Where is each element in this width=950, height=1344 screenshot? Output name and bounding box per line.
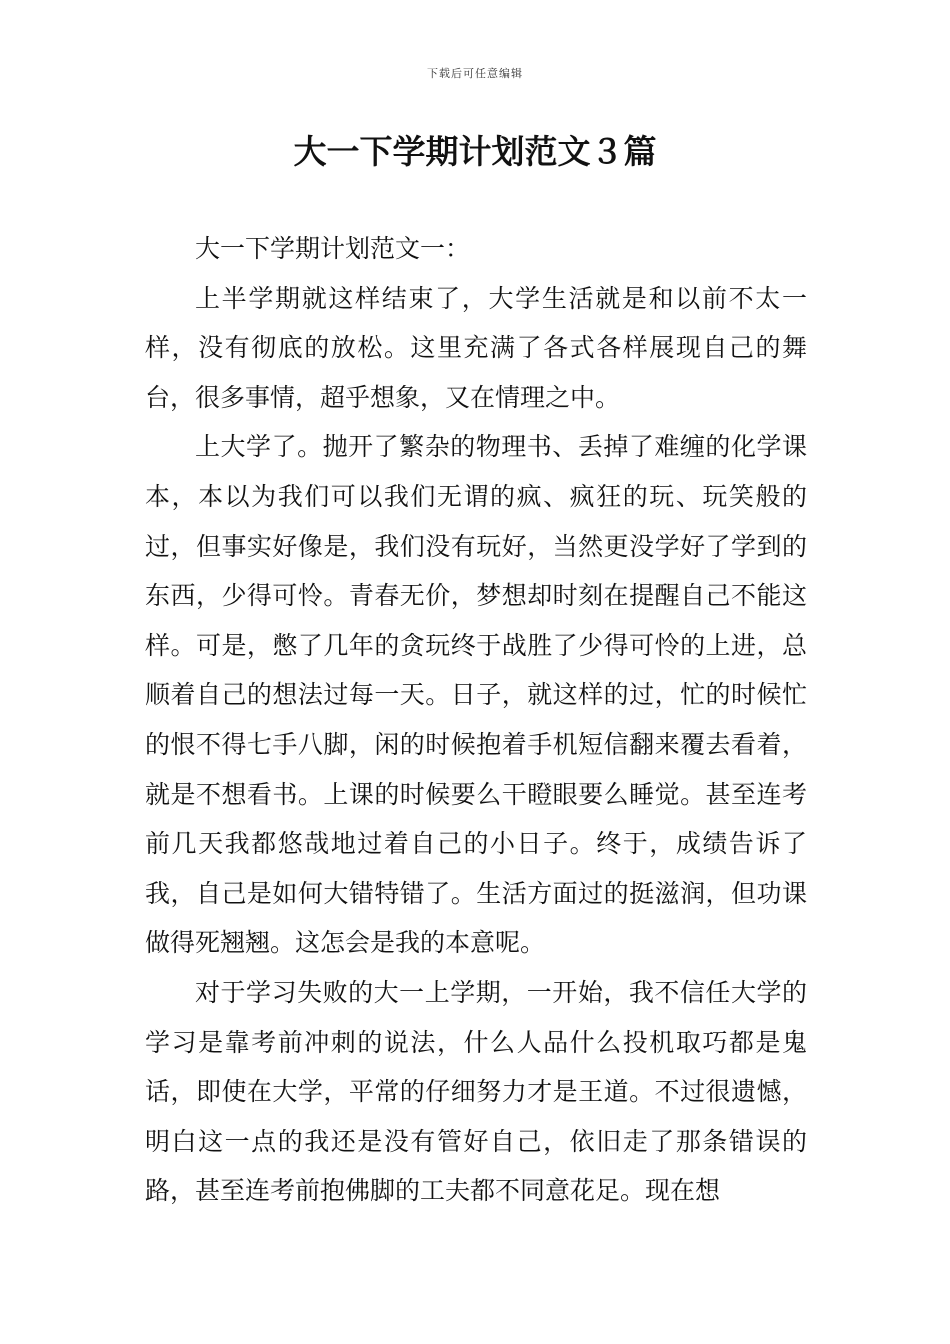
- document-body: [145, 224, 807, 1216]
- section-heading: 大一下学期计划范文一：: [195, 234, 471, 263]
- paragraph-2: 上大学了。抛开了繁杂的物理书、丢掉了难缠的化学课本，本以为我们可以我们无谓的疯、疯狂的玩、玩笑般的过，但事实好像是，我们没有玩好，当然更没学好了学到的东西，少得可怜。青春无价，梦想却时刻在提醒自己不能这样。可是，憋了几年的贪玩终于战胜了少得可怜的上进，总顺着自己的想法过每一天。日子，就这样的过，忙的时候忙的恨不得七手八脚，闲的时候抱着手机短信翻来覆去看着，就是不想看书。上课的时候要么干瞪眼要么睡觉。甚至连考前几天我都悠哉地过着自己的小日子。终于，成绩告诉了我，自己是如何大错特错了。生活方面过的挺滋润，但功课做得死翘翘。这怎会是我的本意呢。: [145, 432, 807, 958]
- paragraph-1: 上半学期就这样结束了，大学生活就是和以前不太一样，没有彻底的放松。这里充满了各式各样展现自己的舞台，很多事情，超乎想象，又在情理之中。: [145, 283, 807, 412]
- header-note: 下载后可任意编辑: [427, 67, 523, 80]
- document-title: 大一下学期计划范文３篇: [293, 132, 657, 171]
- paragraph-3: 对于学习失败的大一上学期，一开始，我不信任大学的学习是靠考前冲刺的说法，什么人品什么投机取巧都是鬼话，即使在大学，平常的仔细努力才是王道。不过很遗憾，明白这一点的我还是没有管好自己，依旧走了那条错误的路，甚至连考前抱佛脚的工夫都不同意花足。现在想: [145, 977, 807, 1206]
